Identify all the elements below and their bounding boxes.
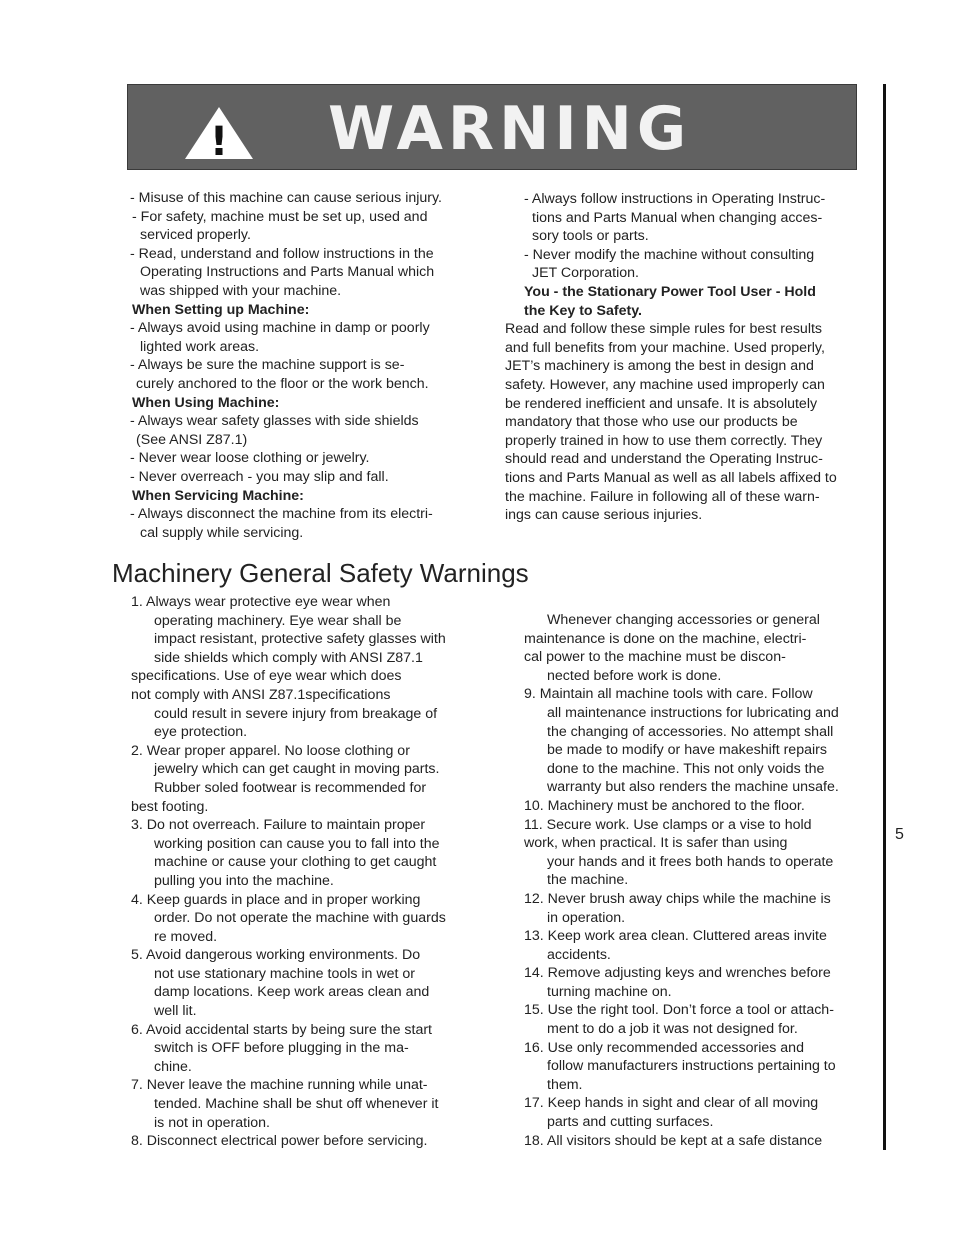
text-line: work, when practical. It is safer than using [524, 835, 788, 852]
text-line: your hands and it frees both hands to operate [547, 853, 834, 870]
text-line: JET Corporation. [532, 265, 639, 282]
text-line: When Setting up Machine: [132, 301, 310, 318]
text-line: machine or cause your clothing to get caught [154, 854, 437, 871]
text-line: tended. Machine shall be shut off whenever it [154, 1096, 439, 1113]
text-line: 9. Maintain all machine tools with care. Follow [524, 686, 813, 703]
text-line: Whenever changing accessories or general [547, 612, 820, 628]
text-line: 2. Wear proper apparel. No loose clothing or [131, 742, 410, 759]
section-title: Machinery General Safety Warnings [112, 558, 529, 588]
text-line: - Always avoid using machine in damp or poorly [130, 320, 430, 337]
side-rule [883, 84, 886, 1150]
text-line: You - the Stationary Power Tool User - Hold [524, 283, 816, 300]
bottom-right-column [0, 611, 839, 1150]
text-line: - Misuse of this machine can cause serious injury. [130, 190, 442, 206]
text-line: sory tools or parts. [532, 228, 649, 245]
text-line: tions and Parts Manual as well as all labels affixed to [505, 469, 837, 486]
warning-symbol: ! [209, 119, 229, 161]
warning-triangle-icon [183, 105, 255, 161]
text-line: turning machine on. [547, 983, 672, 1000]
text-line: lighted work areas. [140, 338, 260, 355]
text-line: Read and follow these simple rules for best results [505, 321, 823, 338]
text-line: - Never modify the machine without consulting [524, 246, 815, 263]
text-line: not comply with ANSI Z87.1specifications [131, 686, 391, 703]
text-line: - Always disconnect the machine from its electri- [130, 506, 433, 523]
text-line: specifications. Use of eye wear which does [131, 668, 402, 685]
text-line: is not in operation. [154, 1114, 270, 1131]
text-line: 10. Machinery must be anchored to the floor. [524, 797, 805, 814]
text-line: 4. Keep guards in place and in proper working [131, 891, 421, 908]
text-line: the machine. Failure in following all of these warn- [505, 488, 820, 505]
page-number: 5 [895, 826, 904, 843]
text-line: cal power to the machine must be discon- [524, 649, 786, 666]
text-line: 12. Never brush away chips while the machine is [524, 890, 831, 907]
text-line: impact resistant, protective safety glasses with [154, 631, 446, 648]
text-line: curely anchored to the floor or the work bench. [136, 375, 429, 392]
text-line: was shipped with your machine. [140, 282, 342, 299]
top-right-column [0, 190, 837, 525]
text-line: 15. Use the right tool. Don’t force a tool or attach- [524, 1002, 834, 1019]
text-line: follow manufacturers instructions pertaining to [547, 1058, 836, 1075]
text-line: serviced properly. [140, 227, 251, 244]
text-line: damp locations. Keep work areas clean and [154, 984, 430, 1001]
text-line: - Always follow instructions in Operating Instruc- [524, 191, 826, 207]
text-line: mandatory that those who use our products be [505, 414, 798, 431]
text-line: could result in severe injury from breakage of [154, 705, 438, 722]
text-line: Rubber soled footwear is recommended for [154, 779, 427, 796]
text-line: - Never overreach - you may slip and fall. [130, 468, 389, 485]
text-line: best footing. [131, 798, 209, 815]
text-line: 14. Remove adjusting keys and wrenches before [524, 965, 831, 982]
text-line: 8. Disconnect electrical power before servicing. [131, 1133, 428, 1150]
text-line: accidents. [547, 946, 611, 963]
text-line: 13. Keep work area clean. Cluttered areas invite [524, 928, 827, 945]
text-line: 11. Secure work. Use clamps or a vise to hold [524, 816, 812, 833]
warning-banner [127, 84, 857, 170]
text-line: When Servicing Machine: [132, 487, 304, 504]
text-line: maintenance is done on the machine, electri- [524, 630, 807, 647]
text-line: - Read, understand and follow instructions in the [130, 245, 434, 262]
text-line: the changing of accessories. No attempt shall [547, 723, 834, 740]
text-line: them. [547, 1076, 583, 1093]
text-line: - For safety, machine must be set up, used and [132, 208, 428, 225]
text-line: well lit. [154, 1003, 197, 1020]
text-line: 18. All visitors should be kept at a safe distance [524, 1132, 823, 1149]
text-line: and full benefits from your machine. Used properly, [505, 339, 825, 356]
text-line: re moved. [154, 928, 218, 945]
text-line: - Always wear safety glasses with side shields [130, 413, 419, 430]
text-line: should read and understand the Operating Instruc- [505, 451, 823, 468]
text-line: 16. Use only recommended accessories and [524, 1039, 804, 1056]
text-line: (See ANSI Z87.1) [136, 431, 248, 448]
text-line: - Always be sure the machine support is se- [130, 357, 405, 374]
text-line: cal supply while servicing. [140, 524, 304, 541]
text-line: switch is OFF before plugging in the ma- [154, 1040, 409, 1057]
text-line: JET’s machinery is among the best in design and [505, 358, 814, 375]
text-line: all maintenance instructions for lubricating and [547, 704, 839, 721]
text-line: parts and cutting surfaces. [547, 1114, 714, 1131]
text-line: order. Do not operate the machine with guards [154, 910, 446, 927]
text-line: done to the machine. This not only voids the [547, 760, 825, 777]
text-line: 6. Avoid accidental starts by being sure the start [131, 1021, 432, 1038]
text-line: working position can cause you to fall into the [154, 835, 440, 852]
text-line: 3. Do not overreach. Failure to maintain proper [131, 817, 426, 834]
text-line: be rendered inefficient and unsafe. It is absolutely [505, 395, 818, 412]
text-line: properly trained in how to use them correctly. They [505, 432, 823, 449]
text-line: When Using Machine: [132, 394, 280, 411]
text-line: the machine. [547, 872, 629, 889]
text-line: jewelry which can get caught in moving parts. [154, 761, 440, 778]
text-line: - Never wear loose clothing or jewelry. [130, 450, 370, 467]
text-line: pulling you into the machine. [154, 872, 334, 889]
text-line: 1. Always wear protective eye wear when [131, 594, 391, 610]
text-line: safety. However, any machine used improperly can [505, 376, 825, 393]
text-line: ment to do a job it was not designed for. [547, 1021, 798, 1038]
text-line: the Key to Safety. [524, 302, 642, 319]
text-line: operating machinery. Eye wear shall be [154, 612, 402, 629]
text-line: ings can cause serious injuries. [505, 507, 703, 524]
text-line: in operation. [547, 909, 626, 926]
text-line: 17. Keep hands in sight and clear of all moving [524, 1095, 819, 1112]
text-line: side shields which comply with ANSI Z87.1 [154, 649, 423, 666]
text-line: be made to modify or have makeshift repairs [547, 742, 827, 759]
text-line: 7. Never leave the machine running while unat- [131, 1077, 428, 1094]
text-line: tions and Parts Manual when changing acces- [532, 209, 823, 226]
text-line: not use stationary machine tools in wet or [154, 965, 416, 982]
text-line: 5. Avoid dangerous working environments. Do [131, 947, 421, 964]
text-line: warranty but also renders the machine unsafe. [547, 779, 839, 796]
text-line: eye protection. [154, 724, 248, 741]
text-line: chine. [154, 1058, 192, 1075]
text-line: Operating Instructions and Parts Manual which [140, 264, 435, 281]
text-line: nected before work is done. [547, 667, 722, 684]
warning-title: WARNING [328, 94, 692, 164]
